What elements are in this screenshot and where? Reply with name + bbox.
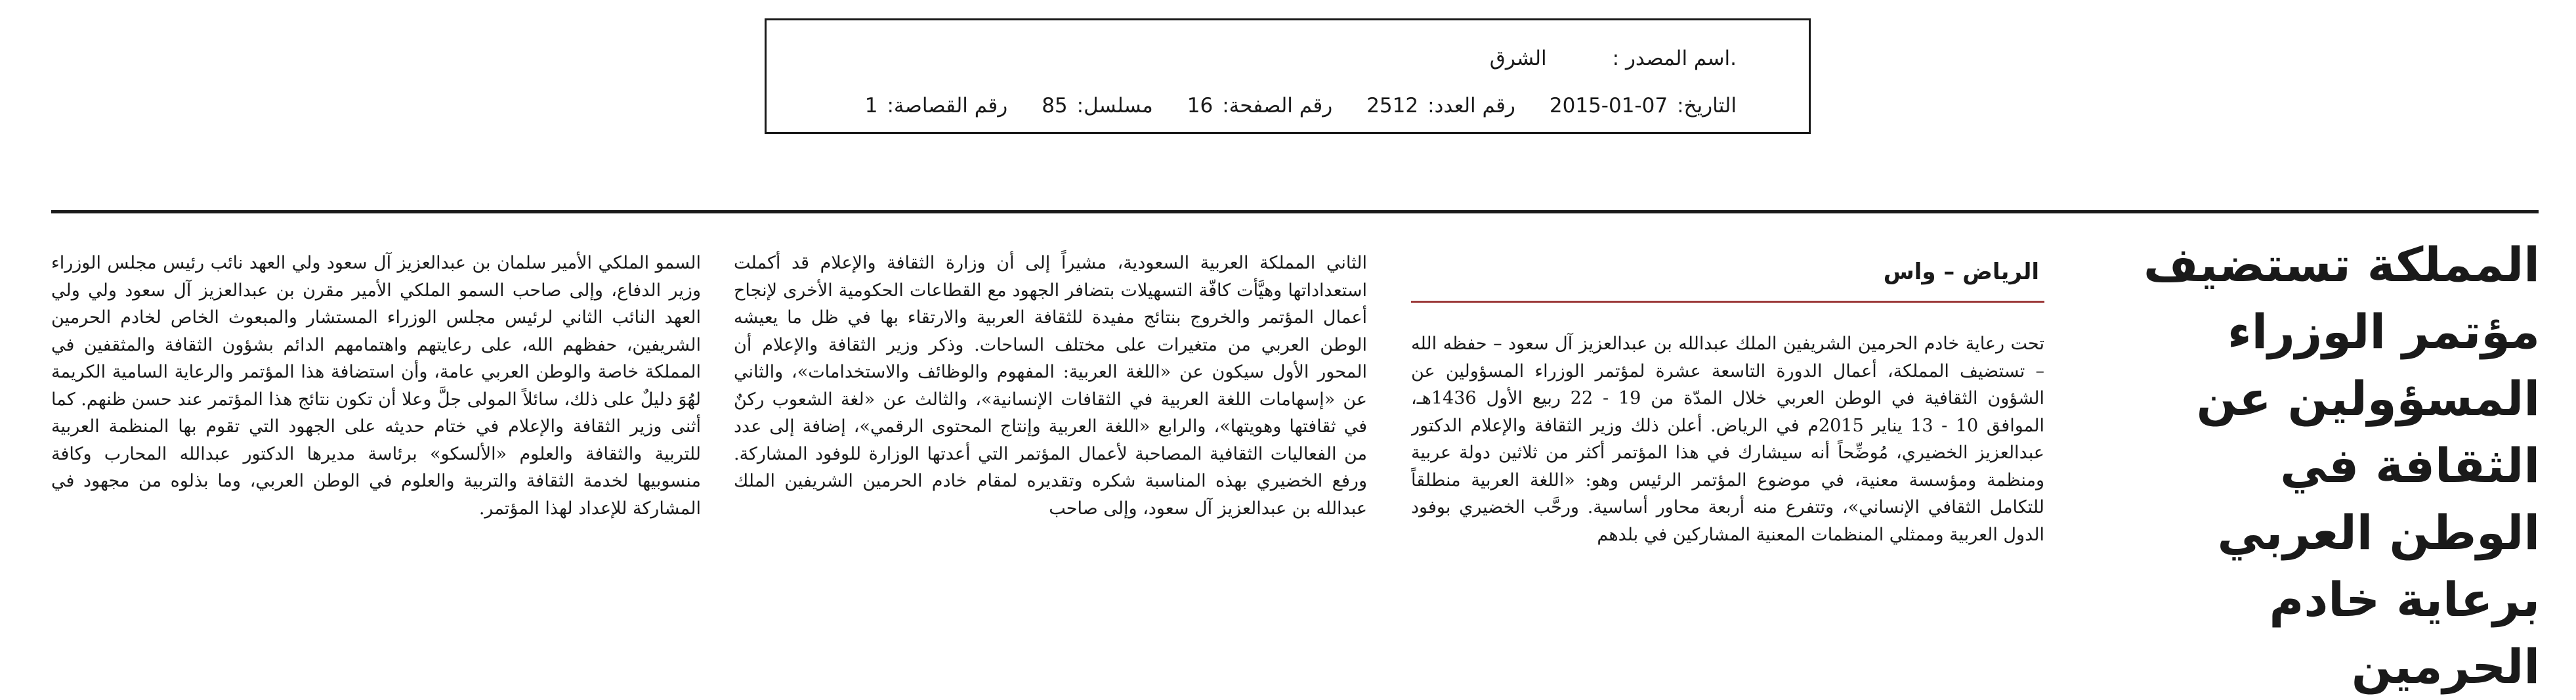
section-divider: [51, 210, 2539, 213]
clip-value: 1: [864, 94, 878, 118]
issue-field: [1366, 94, 1515, 118]
date-field: [1550, 94, 1737, 118]
article-dateline: الرياض – واس: [1883, 259, 2039, 285]
metadata-box: [765, 18, 1811, 134]
issue-value: 2512: [1366, 94, 1419, 118]
serial-value: 85: [1042, 94, 1068, 118]
serial-field: [1042, 94, 1153, 118]
clip-label: رقم القصاصة:: [887, 94, 1008, 118]
serial-label: مسلسل:: [1076, 94, 1153, 118]
article-headline: المملكة تستضيف مؤتمر الوزراء المسؤولين عن الثقافة في الوطن العربي برعاية خادم الحرمين: [2143, 237, 2540, 694]
article-column-2: الثاني المملكة العربية السعودية، مشيراً إلى أن وزارة الثقافة والإعلام قد أكملت استعداداتها وهيَّأت كافّة التسهيلات بتضافر الجهود مع القطاعات الحكومية الأخرى لإنجاح أعمال المؤتمر والخروج بنتائج مفيدة للثقافة العربية والارتقاء بها في ظل ما يعيشه الوطن العربي من متغيرات على مختلف الساحات. وذكر وزير الثقافة والإعلام أن المحور الأول سيكون عن «اللغة العربية: المفهوم والوظائف والاستخدامات»، والثاني عن «إسهامات اللغة العربية في الثقافات الإنسانية»، والثالث عن «لغة الشعوب ركنٌ في ثقافتها وهويتها»، والرابع «اللغة العربية وإنتاج المحتوى الرقمي»، إضافة إلى عدد من الفعاليات الثقافية المصاحبة لأعمال المؤتمر التي أعدتها الوزارة للوفود المشاركة. ورفع الخضيري بهذه المناسبة شكره وتقديره لمقام خادم الحرمين الشريفين الملك عبدالله بن عبدالعزيز آل سعود، وإلى صاحب: [734, 253, 1367, 519]
source-field: [1603, 47, 1737, 70]
page-field: [1187, 94, 1332, 118]
date-label: التاريخ:: [1677, 94, 1737, 118]
clip-field: [865, 94, 1007, 118]
article-column-3: السمو الملكي الأمير سلمان بن عبدالعزيز آل سعود ولي العهد نائب رئيس مجلس الوزراء وزير الدفاع، وإلى صاحب السمو الملكي الأمير مقرن بن عبدالعزيز آل سعود ولي ولي العهد النائب الثاني لرئيس مجلس الوزراء المستشار والمبعوث الخاص لخادم الحرمين الشريفين، حفظهم الله، على رعايتهم واهتمامهم الدائم بشؤون الثقافة والمثقفين في المملكة خاصة والوطن العربي عامة، وأن استضافة هذا المؤتمر والرعاية السامية الكريمة لهُوَ دليلٌ على ذلك، سائلاً المولى جلَّ وعلا أن تكون نتائج هذا المؤتمر عند حسن ظنهم. كما أثنى وزير الثقافة والإعلام في ختام حديثه على الجهود التي تقوم بها المنظمة العربية للتربية والثقافة والعلوم «الألسكو» برئاسة مديرها الدكتور عبدالله المحارب وكافة منسوبيها لخدمة الثقافة والتربية والعلوم في الوطن العربي، وما بذلوه من مجهود في المشاركة للإعداد لهذا المؤتمر.: [51, 253, 701, 519]
metadata-source-row: [1490, 47, 1737, 70]
issue-label: رقم العدد:: [1427, 94, 1515, 118]
source-label: .اسم المصدر :: [1612, 47, 1737, 70]
metadata-details-row: [865, 94, 1737, 118]
dateline-divider: [1411, 301, 2044, 303]
source-value: الشرق: [1489, 47, 1547, 70]
article-column-1: تحت رعاية خادم الحرمين الشريفين الملك عبدالله بن عبدالعزيز آل سعود – حفظه الله – تستضيف المملكة، أعمال الدورة التاسعة عشرة لمؤتمر الوزراء المسؤولين عن الشؤون الثقافية في الوطن العربي خلال المدّة من 19 - 22 ربيع الأول 1436هـ، الموافق 10 - 13 يناير 2015م في الرياض. أعلن ذلك وزير الثقافة والإعلام الدكتور عبدالعزيز الخضيري، مُوضِّحاً أنه سيشارك في هذا المؤتمر أكثر من ثلاثين دولة عربية ومنظمة ومؤسسة معنية، في موضوع المؤتمر الرئيس وهو: «اللغة العربية منطلقاً للتكامل الثقافي الإنساني»، وتتفرع منه أربعة محاور أساسية. ورحَّب الخضيري بوفود الدول العربية وممثلي المنظمات المعنية المشاركين في بلدهم: [1411, 334, 2044, 545]
page-value: 16: [1187, 94, 1214, 118]
page-label: رقم الصفحة:: [1222, 94, 1333, 118]
date-value: 2015-01-07: [1549, 94, 1668, 118]
